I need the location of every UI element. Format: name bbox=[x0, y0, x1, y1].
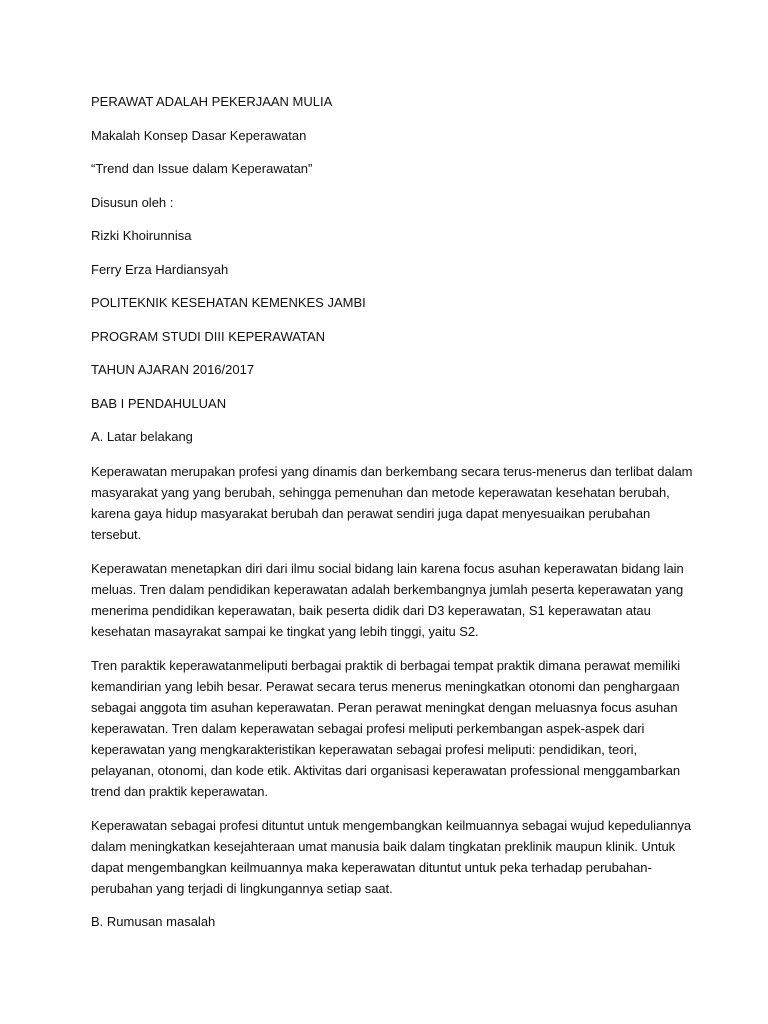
document-topic: “Trend dan Issue dalam Keperawatan” bbox=[91, 161, 313, 176]
body-paragraph-1: Keperawatan merupakan profesi yang dinamis dan berkembang secara terus-menerus dan terlibat dalam masyarakat yang yang berubah, sehingga pemenuhan dan metode keperawatan kesehatan berubah, karena gaya hidup masyarakat berubah dan perawat sendiri juga dapat menyesuaikan perubahan tersebut. bbox=[91, 463, 693, 542]
body-paragraph-3: Tren paraktik keperawatanmeliputi berbagai praktik di berbagai tempat praktik dimana perawat memiliki kemandirian yang lebih besar. Perawat secara terus menerus meningkatkan otonomi dan penghargaan sebagai anggota tim asuhan keperawatan. Peran perawat meningkat dengan meluasnya focus asuhan keperawatan. Tren dalam keperawatan sebagai profesi meliputi perkembangan aspek-aspek dari keperawatan yang mengkarakteristikan keperawatan sebagai profesi meliputi: pendidikan, teori, pelayanan, otonomi, dan kode etik. Aktivitas dari organisasi keperawatan professional menggambarkan trend dan praktik keperawatan. bbox=[91, 657, 681, 799]
institution-name: POLITEKNIK KESEHATAN KEMENKES JAMBI bbox=[91, 295, 366, 310]
body-paragraph-2: Keperawatan menetapkan diri dari ilmu social bidang lain karena focus asuhan keperawatan bidang lain meluas. Tren dalam pendidikan keperawatan adalah berkembangnya jumlah peserta keperawatan yang menerima pendidikan keperawatan, baik peserta didik dari D3 keperawatan, S1 keperawatan atau kesehatan masayrakat sampai ke tingkat yang lebih tinggi, yaitu S2. bbox=[91, 560, 684, 639]
section-heading-b: B. Rumusan masalah bbox=[91, 913, 216, 929]
academic-year: TAHUN AJARAN 2016/2017 bbox=[91, 362, 255, 377]
body-paragraph-4: Keperawatan sebagai profesi dituntut untuk mengembangkan keilmuannya sebagai wujud kepeduliannya dalam meningkatkan kesejahteraan umat manusia baik dalam tingkatan preklinik maupun klinik. Untuk dapat mengembangkan keilmuannya maka keperawatan dituntut untuk peka terhadap perubahan- perubahan yang terjadi di lingkungannya setiap saat. bbox=[91, 817, 692, 896]
document-title: PERAWAT ADALAH PEKERJAAN MULIA bbox=[91, 94, 333, 109]
compiled-by-label: Disusun oleh : bbox=[91, 194, 174, 210]
author-2: Ferry Erza Hardiansyah bbox=[91, 261, 229, 277]
section-heading-a: A. Latar belakang bbox=[91, 429, 193, 444]
study-program: PROGRAM STUDI DIII KEPERAWATAN bbox=[91, 328, 326, 344]
document-subtitle: Makalah Konsep Dasar Keperawatan bbox=[91, 127, 307, 143]
author-1: Rizki Khoirunnisa bbox=[91, 228, 192, 243]
chapter-heading: BAB I PENDAHULUAN bbox=[91, 395, 227, 411]
